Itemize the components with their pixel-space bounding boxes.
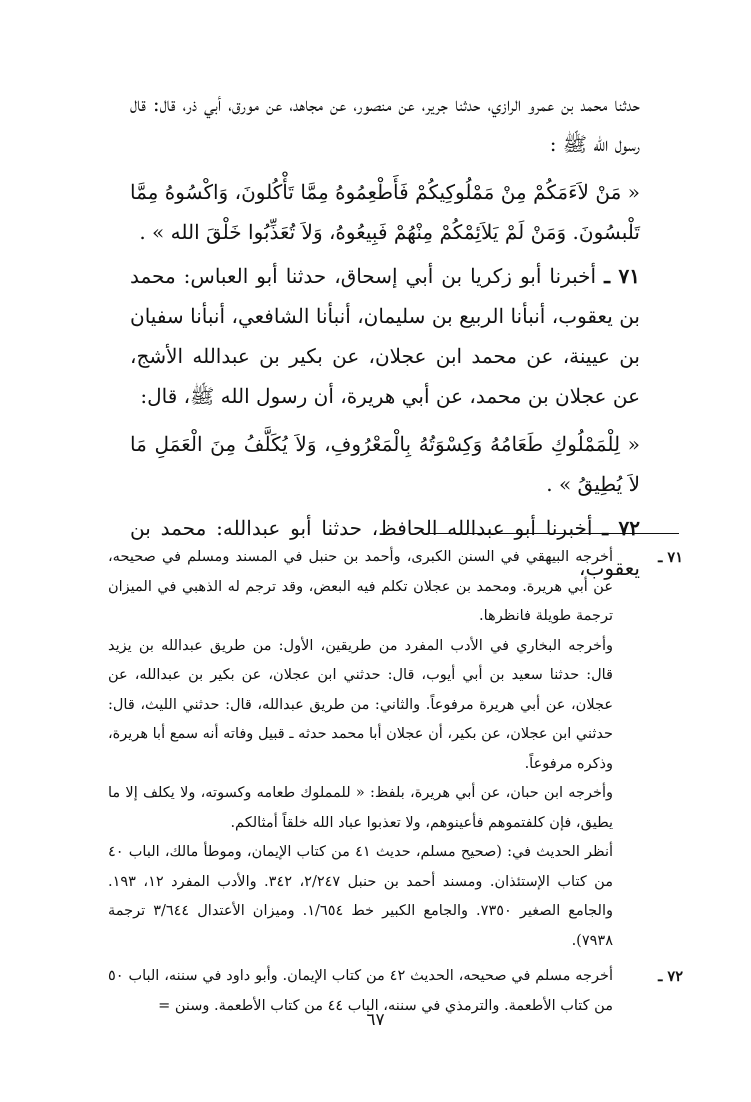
footnote-72-para-1: أخرجه مسلم في صحيحه، الحديث ٤٢ من كتاب الإيمان. وأبو داود في سننه، الباب ٥٠ من كتاب الأطعمة. والترمذي في سننه، الباب ٤٤ من كتاب الأطعمة. وسنن =: [108, 968, 613, 1014]
footnote-71-para-3: وأخرجه ابن حبان، عن أبي هريرة، بلفظ: « للمملوك طعامه وكسوته، ولا يكلف إلا ما يطيق، فإن كلفتموهم فأعينوهم، ولا تعذبوا عباد الله خلقاً أمثالكم.: [108, 785, 613, 831]
hadith-70-quote: « مَنْ لاَءَمَكُمْ مِنْ مَمْلُوكِيكُمْ فَأَطْعِمُوهُ مِمَّا تَأْكُلونَ، وَاكْسُوهُ مِمَّا تَلْبسُونَ. وَمَنْ لَمْ يَلاَئِمْكُمْ مِنْهُمْ فَبِيعُوهُ، وَلاَ تُعَذِّبُوا خَلْقَ الله » .: [130, 180, 640, 244]
main-text: [130, 84, 640, 588]
footnote-71-para-2: وأخرجه البخاري في الأدب المفرد من طريقين، الأول: من طريق عبدالله بن يزيد قال: حدثنا سعيد بن أبي أيوب، قال: حدثني ابن عجلان، عن بكير بن عبدالله، عن عجلان، عن أبي هريرة مرفوعاً. والثاني: من طريق عبدالله، قال: حدثني الليث، قال: حدثني ابن عجلان، عن بكير، أن عجلان أبا محمد حدثه ـ قبيل وفاته أنه سمع أبا هريرة، وذكره مرفوعاً.: [108, 637, 613, 772]
footnote-72-number: ٧٢ ـ: [658, 968, 683, 985]
footnote-71: [108, 543, 683, 956]
hadith-72-number: ٧٢ ـ: [602, 516, 641, 540]
hadith-72-chain: أخبرنا أبو عبدالله الحافظ، حدثنا أبو عبدالله: محمد بن يعقوب،: [130, 516, 640, 580]
hadith-70-chain: حدثنا محمد بن عمرو الرازي، حدثنا جرير، عن منصور، عن مجاهد، عن مورق، أبي ذر، قال: قال رسول الله ﷺ :: [130, 92, 640, 156]
hadith-71-number: ٧١ ـ: [604, 264, 641, 288]
footnote-separator: [426, 533, 679, 534]
footnote-71-para-4: أنظر الحديث في: (صحيح مسلم، حديث ٤١ من كتاب الإيمان، وموطأ مالك، الباب ٤٠ من كتاب الإستئذان. ومسند أحمد بن حنبل ٢/٢٤٧، ٣٤٢. والأدب المفرد ١٢، ١٩٣. والجامع الصغير ٧٣٥٠. والجامع الكبير خط ١/٦٥٤. وميزان الأعتدال ٣/٦٤٤ ترجمة ٧٩٣٨).: [108, 844, 614, 949]
footnote-71-number: ٧١ ـ: [658, 549, 683, 566]
page-number: ٦٧: [366, 1010, 385, 1030]
footnote-71-para-1: أخرجه البيهقي في السنن الكبرى، وأحمد بن حنبل في المسند ومسلم في صحيحه، عن أبي هريرة. ومحمد بن عجلان تكلم فيه البعض، وقد ترجم له الذهبي في الميزان ترجمة طويلة فانظرها.: [108, 549, 613, 624]
hadith-71-quote: « لِلْمَمْلُوكِ طَعَامُهُ وَكِسْوَتُهُ بِالْمَعْرُوفِ، وَلاَ يُكَلَّفُ مِنَ الْعَمَلِ مَا لاَ يُطِيقُ » .: [130, 432, 640, 496]
hadith-71: [130, 256, 640, 416]
hadith-71-chain: أخبرنا أبو زكريا بن أبي إسحاق، حدثنا أبو العباس: محمد بن يعقوب، أنبأنا الربيع بن سليمان، أنبأنا الشافعي، أنبأنا سفيان بن عيينة، عن محمد ابن عجلان، عن بكير بن عبدالله الأشج، عن عجلان بن محمد، عن أبي هريرة، أن رسول الله ﷺ، قال:: [130, 264, 640, 408]
footnotes: [108, 543, 683, 1021]
